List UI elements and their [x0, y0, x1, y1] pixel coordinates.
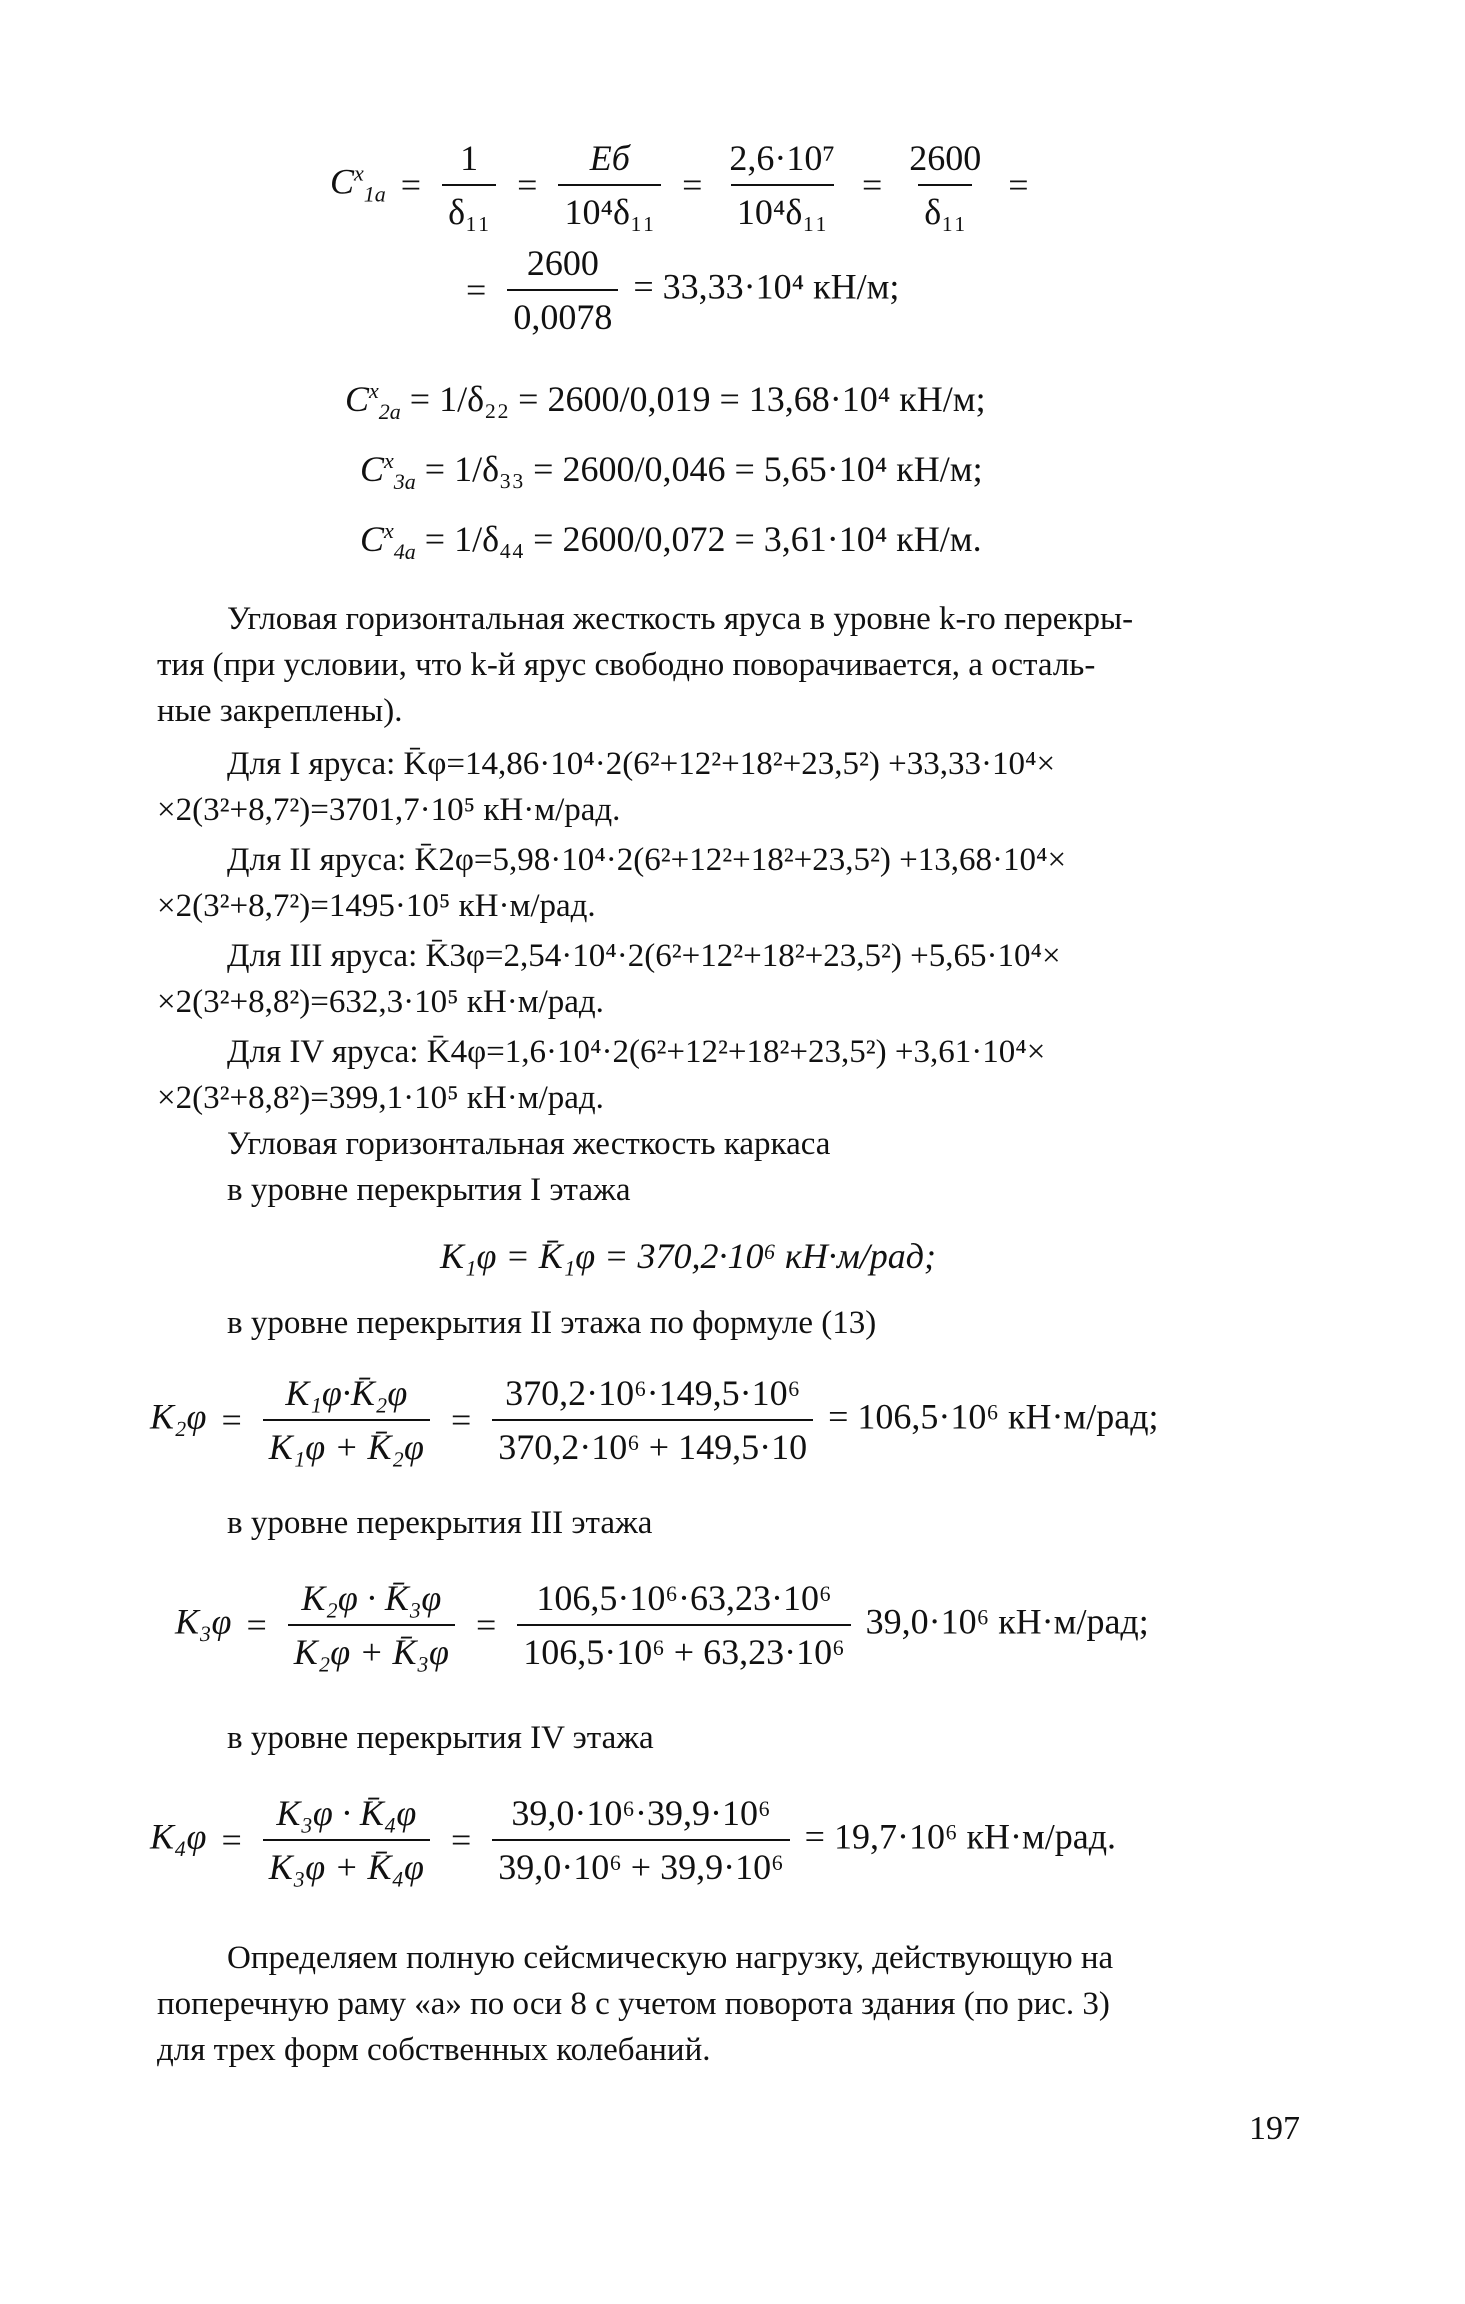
para2-line-1: Угловая горизонтальная жесткость каркаса — [227, 1126, 831, 1162]
eqk3-frac-1: $\frac{\text{K₂φ · K̄₃φ}}{\text{K₂φ + K̄₃φ}}$ — [288, 1580, 455, 1670]
tier-1-line-1: Для I яруса: K̄φ=14,86·10⁴·2(6²+12²+18²+23,5²) +33,33·10⁴× — [227, 746, 1056, 782]
tier-3-line-2: ×2(3²+8,8²)=632,3·10⁵ кН·м/рад. — [157, 984, 604, 1020]
page-number: 197 — [1249, 2110, 1300, 2147]
eq1-lhs: C — [330, 161, 355, 202]
tier-3-line-1: Для III яруса: K̄3φ=2,54·10⁴·2(6²+12²+18²+23,5²) +5,65·10⁴× — [227, 938, 1061, 974]
para1-line: Угловая горизонтальная жесткость яруса в уровне k-го перекры- — [227, 601, 1134, 637]
eqk1-text: K₁φ = K̄₁φ = 370,2·10⁶ кН·м/рад; — [440, 1236, 937, 1276]
para3-line: Определяем полную сейсмическую нагрузку, действующую на — [227, 1940, 1114, 1976]
equation-c3a: $C^x_{3a} = 1/\delta_{33} = 2600/0,046 = 5,65\cdot 10^4$ кН/м; — [360, 448, 983, 495]
para3-line: для трех форм собственных колебаний. — [157, 2032, 711, 2068]
equation-k2: K₂φ = $\frac{\text{K₁φ·K̄₂φ}}{\text{K₁φ + K̄₂φ}}$ = $\frac{\text{370,2·10⁶·149,5·10⁶}}{\text{370,2·10⁶ + 149,5·10}}$ = 106,5·10⁶ кН·м/рад; — [150, 1373, 1159, 1467]
eq1-result: = 33,33·10⁴ кН/м; — [633, 266, 900, 307]
eq1-lhs-sup: x — [354, 160, 364, 186]
equation-c1a: $C^x_{1a}$ = $\frac{1}{\text{δ₁₁}}$ = $\frac{Eб}{\text{10⁴δ₁₁}}$ = $\frac{\text{2,6·10⁷}}{\text{10⁴δ₁₁}}$ = $\frac{2600}{\text{δ₁₁}}$ = — [330, 138, 1029, 232]
equation-k1 — [440, 1238, 936, 1274]
eqk2-frac-2: $\frac{\text{370,2·10⁶·149,5·10⁶}}{\text{370,2·10⁶ + 149,5·10}}$ — [492, 1375, 813, 1465]
tier-2-line-2: ×2(3²+8,7²)=1495·10⁵ кН·м/рад. — [157, 888, 596, 924]
level-3-label: в уровне перекрытия III этажа — [227, 1505, 653, 1541]
eq1-frac-1: $\frac{1}{\text{δ₁₁}}$ — [442, 140, 496, 230]
eq3-rhs: = 1/δ₃₃ = 2600/0,046 = 5,65·10⁴ кН/м; — [424, 449, 983, 489]
eq1-frac-5: $\frac{2600}{0,0078}$ — [507, 245, 618, 335]
level-4-label: в уровне перекрытия IV этажа — [227, 1720, 654, 1756]
eq1-frac-2: $\frac{Eб}{\text{10⁴δ₁₁}}$ — [558, 140, 661, 230]
equation-c4a: $C^x_{4a} = 1/\delta_{44} = 2600/0,072 = 3,61\cdot 10^4$ кН/м. — [360, 518, 982, 565]
para1-line: тия (при условии, что k-й ярус свободно поворачивается, а осталь- — [157, 647, 1096, 683]
equation-k4: K₄φ = $\frac{\text{K₃φ · K̄₄φ}}{\text{K₃φ + K̄₄φ}}$ = $\frac{\text{39,0·10⁶·39,9·10⁶}}{\text{39,0·10⁶ + 39,9·10⁶}}$ = 19,7·10⁶ кН·м/рад. — [150, 1793, 1117, 1887]
tier-4-line-2: ×2(3²+8,8²)=399,1·10⁵ кН·м/рад. — [157, 1080, 604, 1116]
para3-line: поперечную раму «а» по оси 8 с учетом поворота здания (по рис. 3) — [157, 1986, 1110, 2022]
eq4-rhs: = 1/δ₄₄ = 2600/0,072 = 3,61·10⁴ кН/м. — [424, 519, 982, 559]
eqk3-frac-2: $\frac{\text{106,5·10⁶·63,23·10⁶}}{\text{106,5·10⁶ + 63,23·10⁶}}$ — [517, 1580, 850, 1670]
eq1-lhs-sub: 1a — [363, 181, 386, 207]
eq1-frac-3: $\frac{\text{2,6·10⁷}}{\text{10⁴δ₁₁}}$ — [729, 138, 835, 232]
eqk4-frac-1: $\frac{\text{K₃φ · K̄₄φ}}{\text{K₃φ + K̄₄φ}}$ — [263, 1795, 430, 1885]
eqk4-result: = 19,7·10⁶ кН·м/рад. — [804, 1816, 1117, 1857]
tier-4-line-1: Для IV яруса: K̄4φ=1,6·10⁴·2(6²+12²+18²+23,5²) +3,61·10⁴× — [227, 1034, 1046, 1070]
tier-1-line-2: ×2(3²+8,7²)=3701,7·10⁵ кН·м/рад. — [157, 792, 621, 828]
equation-c2a: $C^x_{2a} = 1/\delta_{22} = 2600/0,019 = 13,68\cdot 10^4$ кН/м; — [345, 378, 986, 425]
eqk2-result: = 106,5·10⁶ кН·м/рад; — [828, 1396, 1159, 1437]
eq2-rhs: = 1/δ₂₂ = 2600/0,019 = 13,68·10⁴ кН/м; — [409, 379, 986, 419]
eqk3-result: 39,0·10⁶ кН·м/рад; — [865, 1601, 1149, 1642]
para2-line-2: в уровне перекрытия I этажа — [227, 1172, 631, 1208]
eq1-frac-4: $\frac{2600}{\text{δ₁₁}}$ — [909, 138, 982, 232]
paragraph-angular-stiffness — [157, 596, 1307, 734]
level-2-label: в уровне перекрытия II этажа по формуле (13) — [227, 1305, 877, 1341]
eqk4-frac-2: $\frac{\text{39,0·10⁶·39,9·10⁶}}{\text{39,0·10⁶ + 39,9·10⁶}}$ — [492, 1795, 789, 1885]
para1-line: ные закреплены). — [157, 693, 403, 729]
eqk2-frac-1: $\frac{\text{K₁φ·K̄₂φ}}{\text{K₁φ + K̄₂φ}}$ — [263, 1375, 430, 1465]
equation-k3: K₃φ = $\frac{\text{K₂φ · K̄₃φ}}{\text{K₂φ + K̄₃φ}}$ = $\frac{\text{106,5·10⁶·63,23·10⁶}}{\text{106,5·10⁶ + 63,23·10⁶}}$ 39,0·10⁶ кН·м/рад; — [175, 1578, 1149, 1672]
tier-2-line-1: Для II яруса: K̄2φ=5,98·10⁴·2(6²+12²+18²+23,5²) +13,68·10⁴× — [227, 842, 1067, 878]
equation-c1a-cont: = $\frac{2600}{0,0078}$ = 33,33·10⁴ кН/м; — [466, 243, 900, 337]
tier-list — [157, 741, 1307, 1213]
paragraph-seismic-load — [157, 1935, 1307, 2073]
